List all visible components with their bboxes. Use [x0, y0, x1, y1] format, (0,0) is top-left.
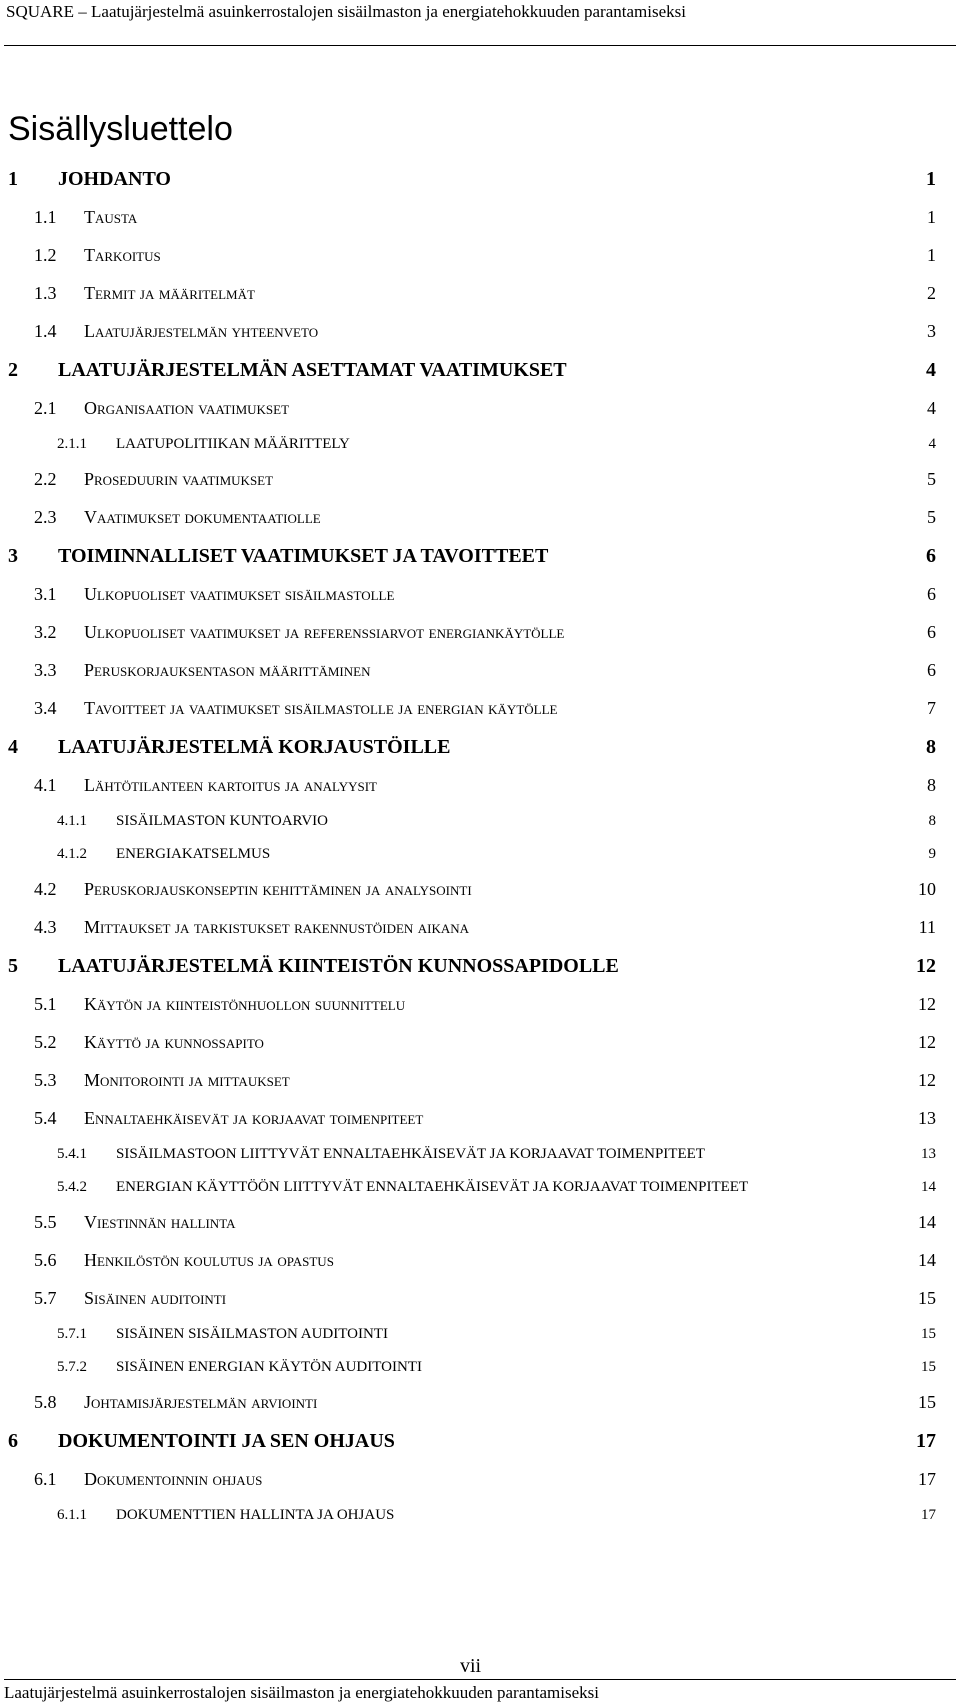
toc-entry-title: Vaatimukset dokumentaatiolle [84, 507, 321, 527]
toc-entry-title: SISÄINEN SISÄILMASTON AUDITOINTI [116, 1326, 388, 1342]
toc-entry-page: 1 [927, 207, 936, 227]
toc-entry-number: 2.1.1 [57, 436, 87, 452]
toc-entry-number: 3 [8, 545, 18, 567]
toc-entry-title: SISÄILMASTON KUNTOARVIO [116, 813, 329, 829]
toc-entry-page: 6 [926, 545, 936, 567]
toc-entry-number: 2.2 [34, 469, 57, 489]
toc-entry-page: 4 [928, 436, 936, 452]
footer-text: Laatujärjestelmä asuinkerrostalojen sisäilmaston ja energiatehokkuuden parantamiseksi [4, 1683, 599, 1702]
toc-entry[interactable] [0, 545, 960, 584]
toc-entry-title: Mittaukset ja tarkistukset rakennustöiden aikana [84, 917, 470, 937]
toc-entry[interactable] [0, 1430, 960, 1469]
toc-entry-title: Peruskorjauksentason määrittäminen [84, 660, 371, 680]
toc-entry[interactable] [0, 245, 960, 283]
toc-entry-page: 15 [918, 1288, 936, 1308]
toc-entry[interactable] [0, 507, 960, 545]
toc-entry-number: 5 [8, 955, 18, 977]
toc-entry-number: 2.3 [34, 507, 57, 527]
toc-entry[interactable] [0, 994, 960, 1032]
toc-entry-title: LAATUJÄRJESTELMÄN ASETTAMAT VAATIMUKSET [58, 359, 567, 381]
toc-entry-number: 5.4 [34, 1108, 57, 1128]
toc-entry-page: 4 [926, 359, 936, 381]
toc-entry-title: SISÄINEN ENERGIAN KÄYTÖN AUDITOINTI [116, 1359, 422, 1375]
toc-entry-title: Peruskorjauskonseptin kehittäminen ja analysointi [84, 879, 472, 899]
toc-entry-number: 5.8 [34, 1392, 57, 1412]
toc-entry[interactable] [0, 1108, 960, 1146]
toc-entry[interactable] [0, 1326, 960, 1359]
toc-entry[interactable] [0, 1469, 960, 1507]
toc-entry[interactable] [0, 1250, 960, 1288]
toc-entry-number: 5.4.1 [57, 1146, 87, 1162]
toc-entry-number: 1.2 [34, 245, 57, 265]
toc-entry-number: 4.1.2 [57, 846, 87, 862]
toc-entry[interactable] [0, 207, 960, 245]
toc-entry-title: Tarkoitus [84, 245, 161, 265]
toc-entry[interactable] [0, 469, 960, 507]
toc-entry-number: 1.3 [34, 283, 57, 303]
toc-entry-page: 12 [916, 955, 936, 977]
toc-entry-number: 6 [8, 1430, 18, 1452]
toc-entry-page: 17 [916, 1430, 936, 1452]
toc-entry-title: DOKUMENTTIEN HALLINTA JA OHJAUS [116, 1507, 395, 1523]
toc-entry-page: 14 [918, 1212, 936, 1232]
toc-entry-title: Johtamisjärjestelmän arviointi [84, 1392, 318, 1412]
toc-entry-number: 1 [8, 168, 18, 190]
toc-entry-page: 7 [927, 698, 936, 718]
toc-entry-number: 1.4 [34, 321, 57, 341]
toc-entry[interactable] [0, 736, 960, 775]
toc-entry-title: Ulkopuoliset vaatimukset sisäilmastolle [84, 584, 395, 604]
toc-entry[interactable] [0, 436, 960, 469]
toc-entry-title: TOIMINNALLISET VAATIMUKSET JA TAVOITTEET [58, 545, 549, 567]
toc-entry[interactable] [0, 283, 960, 321]
toc-entry[interactable] [0, 398, 960, 436]
toc-entry-page: 12 [918, 994, 936, 1014]
toc-entry-page: 6 [927, 584, 936, 604]
toc-entry-page: 11 [918, 917, 936, 937]
toc-entry-page: 9 [928, 846, 936, 862]
toc-entry-title: Käyttö ja kunnossapito [84, 1032, 264, 1052]
toc-entry[interactable] [0, 775, 960, 813]
toc-entry-number: 5.1 [34, 994, 57, 1014]
toc-entry-title: LAATUPOLITIIKAN MÄÄRITTELY [116, 436, 350, 452]
toc-entry-page: 12 [918, 1032, 936, 1052]
toc-entry-page: 12 [918, 1070, 936, 1090]
toc-entry-title: SISÄILMASTOON LIITTYVÄT ENNALTAEHKÄISEVÄT JA KORJAAVAT TOIMENPITEET [116, 1146, 705, 1162]
toc-entry-number: 3.3 [34, 660, 57, 680]
toc-entry-title: ENERGIAN KÄYTTÖÖN LIITTYVÄT ENNALTAEHKÄISEVÄT JA KORJAAVAT TOIMENPITEET [116, 1179, 749, 1195]
toc-entry-number: 5.3 [34, 1070, 57, 1090]
toc-entry-number: 6.1.1 [57, 1507, 87, 1523]
toc-entry-page: 10 [918, 879, 936, 899]
toc-entry[interactable] [0, 359, 960, 398]
toc-entry-title: JOHDANTO [58, 168, 171, 190]
toc-entry-title: LAATUJÄRJESTELMÄ KORJAUSTÖILLE [58, 736, 451, 758]
toc-entry-page: 3 [927, 321, 936, 341]
toc-entry[interactable] [0, 622, 960, 660]
toc-entry[interactable] [0, 1507, 960, 1540]
toc-entry-number: 5.7.2 [57, 1359, 87, 1375]
toc-entry-page: 15 [918, 1392, 936, 1412]
toc-entry-number: 2.1 [34, 398, 57, 418]
toc-entry-number: 5.5 [34, 1212, 57, 1232]
toc-entry[interactable] [0, 584, 960, 622]
toc-entry[interactable] [0, 1032, 960, 1070]
toc-entry-title: Henkilöstön koulutus ja opastus [84, 1250, 334, 1270]
toc-entry-number: 5.2 [34, 1032, 57, 1052]
toc-entry[interactable] [0, 955, 960, 994]
toc-entry-page: 8 [927, 775, 936, 795]
toc-entry-page: 5 [927, 507, 936, 527]
toc-entry-page: 1 [927, 245, 936, 265]
toc-entry-number: 5.4.2 [57, 1179, 87, 1195]
toc-entry[interactable] [0, 660, 960, 698]
toc-entry-number: 5.7.1 [57, 1326, 87, 1342]
toc-entry-number: 1.1 [34, 207, 57, 227]
toc-entry[interactable] [0, 1212, 960, 1250]
toc-entry-number: 4.1 [34, 775, 57, 795]
toc-entry-number: 3.4 [34, 698, 57, 718]
toc-entry-title: Monitorointi ja mittaukset [84, 1070, 290, 1090]
toc-entry-page: 4 [927, 398, 936, 418]
toc-entry-page: 15 [921, 1359, 936, 1375]
toc-entry-page: 13 [921, 1146, 936, 1162]
page-number: vii [460, 1655, 482, 1677]
toc-entry-title: ENERGIAKATSELMUS [116, 846, 271, 862]
toc-entry[interactable] [0, 1392, 960, 1430]
toc-entry-title: Laatujärjestelmän yhteenveto [84, 321, 319, 341]
toc-entry-title: Lähtötilanteen kartoitus ja analyysit [84, 775, 377, 795]
toc-entry-title: Tausta [84, 207, 138, 227]
toc-entry[interactable] [0, 168, 960, 207]
toc-entry-page: 8 [926, 736, 936, 758]
page-title: Sisällysluettelo [8, 110, 233, 148]
toc-entry-title: Organisaation vaatimukset [84, 398, 290, 418]
toc-entry[interactable] [0, 321, 960, 359]
toc-entry-title: Ulkopuoliset vaatimukset ja referenssiarvot energiankäytölle [84, 622, 565, 642]
table-of-contents [0, 168, 960, 1540]
toc-entry-page: 15 [921, 1326, 936, 1342]
toc-entry-page: 6 [927, 660, 936, 680]
toc-entry-title: Käytön ja kiinteistönhuollon suunnittelu [84, 994, 406, 1014]
toc-entry-number: 4.3 [34, 917, 57, 937]
toc-entry-title: DOKUMENTOINTI JA SEN OHJAUS [58, 1430, 395, 1452]
toc-entry-number: 4 [8, 736, 18, 758]
toc-entry-number: 2 [8, 359, 18, 381]
toc-entry-page: 1 [926, 168, 936, 190]
toc-entry-title: Sisäinen auditointi [84, 1288, 227, 1308]
toc-entry-number: 3.1 [34, 584, 57, 604]
toc-entry[interactable] [0, 813, 960, 846]
toc-entry-page: 13 [918, 1108, 936, 1128]
footer-rule [4, 1679, 956, 1680]
toc-entry-page: 2 [927, 283, 936, 303]
toc-entry-number: 4.1.1 [57, 813, 87, 829]
toc-entry-number: 6.1 [34, 1469, 57, 1489]
running-header [4, 0, 956, 46]
toc-entry[interactable] [0, 879, 960, 917]
toc-entry-title: LAATUJÄRJESTELMÄ KIINTEISTÖN KUNNOSSAPIDOLLE [58, 955, 619, 977]
toc-entry[interactable] [0, 698, 960, 736]
toc-entry[interactable] [0, 1146, 960, 1179]
toc-entry-page: 17 [921, 1507, 936, 1523]
toc-entry-title: Dokumentoinnin ohjaus [84, 1469, 263, 1489]
toc-entry-page: 14 [921, 1179, 936, 1195]
toc-entry[interactable] [0, 917, 960, 955]
toc-entry-title: Proseduurin vaatimukset [84, 469, 274, 489]
toc-entry-title: Tavoitteet ja vaatimukset sisäilmastolle ja energian käytölle [84, 698, 558, 718]
toc-entry-number: 5.7 [34, 1288, 57, 1308]
toc-entry-title: Ennaltaehkäisevät ja korjaavat toimenpiteet [84, 1108, 424, 1128]
toc-entry[interactable] [0, 1179, 960, 1212]
toc-entry-title: Termit ja määritelmät [84, 283, 255, 303]
toc-entry-number: 4.2 [34, 879, 57, 899]
toc-entry[interactable] [0, 1359, 960, 1392]
toc-entry-page: 14 [918, 1250, 936, 1270]
toc-entry-page: 8 [928, 813, 936, 829]
toc-entry-title: Viestinnän hallinta [84, 1212, 236, 1232]
toc-entry-page: 17 [918, 1469, 936, 1489]
toc-entry-number: 5.6 [34, 1250, 57, 1270]
toc-entry-page: 6 [927, 622, 936, 642]
toc-entry[interactable] [0, 1070, 960, 1108]
toc-entry[interactable] [0, 846, 960, 879]
toc-entry-page: 5 [927, 469, 936, 489]
toc-entry-number: 3.2 [34, 622, 57, 642]
toc-entry[interactable] [0, 1288, 960, 1326]
header-text: SQUARE – Laatujärjestelmä asuinkerrostalojen sisäilmaston ja energiatehokkuuden parantamiseksi [6, 2, 686, 21]
